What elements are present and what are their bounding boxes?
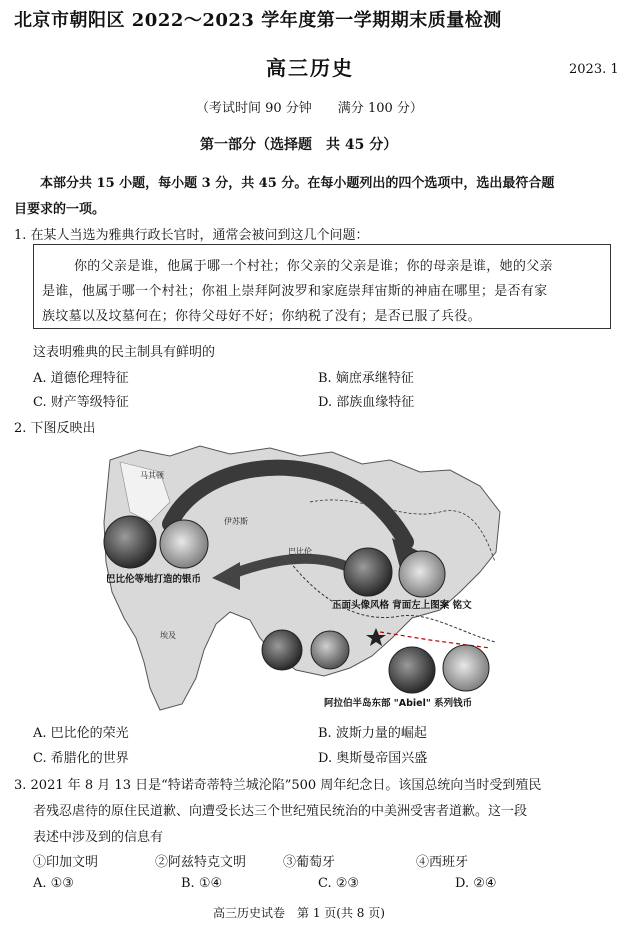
coin-arabia-1: [262, 630, 302, 670]
coin-arabia-2: [311, 631, 349, 669]
map-label-egypt: 埃及: [160, 631, 176, 640]
q2-option-a[interactable]: A. 巴比伦的荣光: [33, 726, 129, 741]
q3-item-4: ④西班牙: [416, 855, 469, 870]
q1-quote-box: [33, 244, 611, 329]
exam-time-info: （考试时间 90 分钟 满分 100 分）: [196, 101, 423, 116]
map-label-babylon-city: 巴比伦: [288, 547, 312, 556]
q2-map-figure: [100, 442, 508, 712]
q3-stem-line3: 表述中涉及到的信息有: [33, 830, 164, 845]
q1-option-b[interactable]: B. 嫡庶承继特征: [318, 371, 414, 386]
q1-quote-line3: 族坟墓以及坟墓何在；你待父母好不好；你纳税了没有；是否已服了兵役。: [42, 309, 481, 324]
coin-hellenistic-1: [344, 548, 392, 596]
coin-babylon-1: [104, 516, 156, 568]
q1-followup: 这表明雅典的民主制具有鲜明的: [33, 345, 216, 360]
map-caption-arabia: 阿拉伯半岛东部 "Abiel" 系列钱币: [324, 698, 473, 709]
q1-option-c[interactable]: C. 财产等级特征: [33, 395, 129, 410]
page-footer: 高三历史试卷 第 1 页(共 8 页): [213, 906, 385, 920]
q3-stem-line2: 者残忍虐待的原住民道歉、向遭受长达三个世纪殖民统治的中美洲受害者道歉。这一段: [33, 804, 528, 819]
q2-option-c[interactable]: C. 希腊化的世界: [33, 751, 129, 766]
q3-item-1: ①印加文明: [33, 855, 99, 870]
part1-instruction-line2: 目要求的一项。: [14, 202, 106, 217]
q1-option-d[interactable]: D. 部族血缘特征: [318, 395, 415, 410]
map-caption-babylon-coins: 巴比伦等地打造的银币: [106, 574, 202, 585]
exam-title: 北京市朝阳区 2022～2023 学年度第一学期期末质量检测: [14, 10, 502, 31]
coin-arabia-4: [443, 645, 489, 691]
part1-instruction-line1: 本部分共 15 小题，每小题 3 分，共 45 分。在每小题列出的四个选项中，选出最符合题: [40, 176, 555, 191]
q1-quote-line2: 是谁，他属于哪一个村社；你祖上崇拜阿波罗和家庭崇拜宙斯的神庙在哪里；是否有家: [42, 284, 548, 299]
map-label-issus: 伊苏斯: [224, 517, 248, 526]
coin-babylon-2: [160, 520, 208, 568]
map-label-macedonia: 马其顿: [140, 471, 164, 480]
q3-option-a[interactable]: A. ①③: [33, 876, 74, 891]
q3-option-b[interactable]: B. ①④: [181, 876, 223, 891]
q1-quote-line1: 你的父亲是谁，他属于哪一个村社；你父亲的父亲是谁；你的母亲是谁，她的父亲: [74, 259, 553, 274]
coin-hellenistic-2: [399, 551, 445, 597]
exam-date: 2023. 1: [569, 62, 619, 77]
q1-option-a[interactable]: A. 道德伦理特征: [33, 371, 129, 386]
q3-option-d[interactable]: D. ②④: [455, 876, 497, 891]
subject-title: 高三历史: [266, 56, 354, 80]
q2-option-d[interactable]: D. 奥斯曼帝国兴盛: [318, 751, 428, 766]
q3-stem-line1: 3. 2021 年 8 月 13 日是“特诺奇蒂特兰城沦陷”500 周年纪念日。该国总统向当时受到殖民: [14, 778, 542, 793]
q1-stem: 1. 在某人当选为雅典行政长官时，通常会被问到这几个问题：: [14, 228, 369, 243]
q3-option-c[interactable]: C. ②③: [318, 876, 360, 891]
q3-item-3: ③葡萄牙: [283, 855, 336, 870]
coin-arabia-3: [389, 647, 435, 693]
q2-option-b[interactable]: B. 波斯力量的崛起: [318, 726, 427, 741]
map-caption-obverse: 正面头像风格 背面左上图案 铭文: [332, 600, 472, 611]
q2-stem: 2. 下图反映出: [14, 421, 96, 436]
part1-heading: 第一部分（选择题 共 45 分）: [200, 137, 398, 153]
q3-item-2: ②阿兹特克文明: [155, 855, 247, 870]
